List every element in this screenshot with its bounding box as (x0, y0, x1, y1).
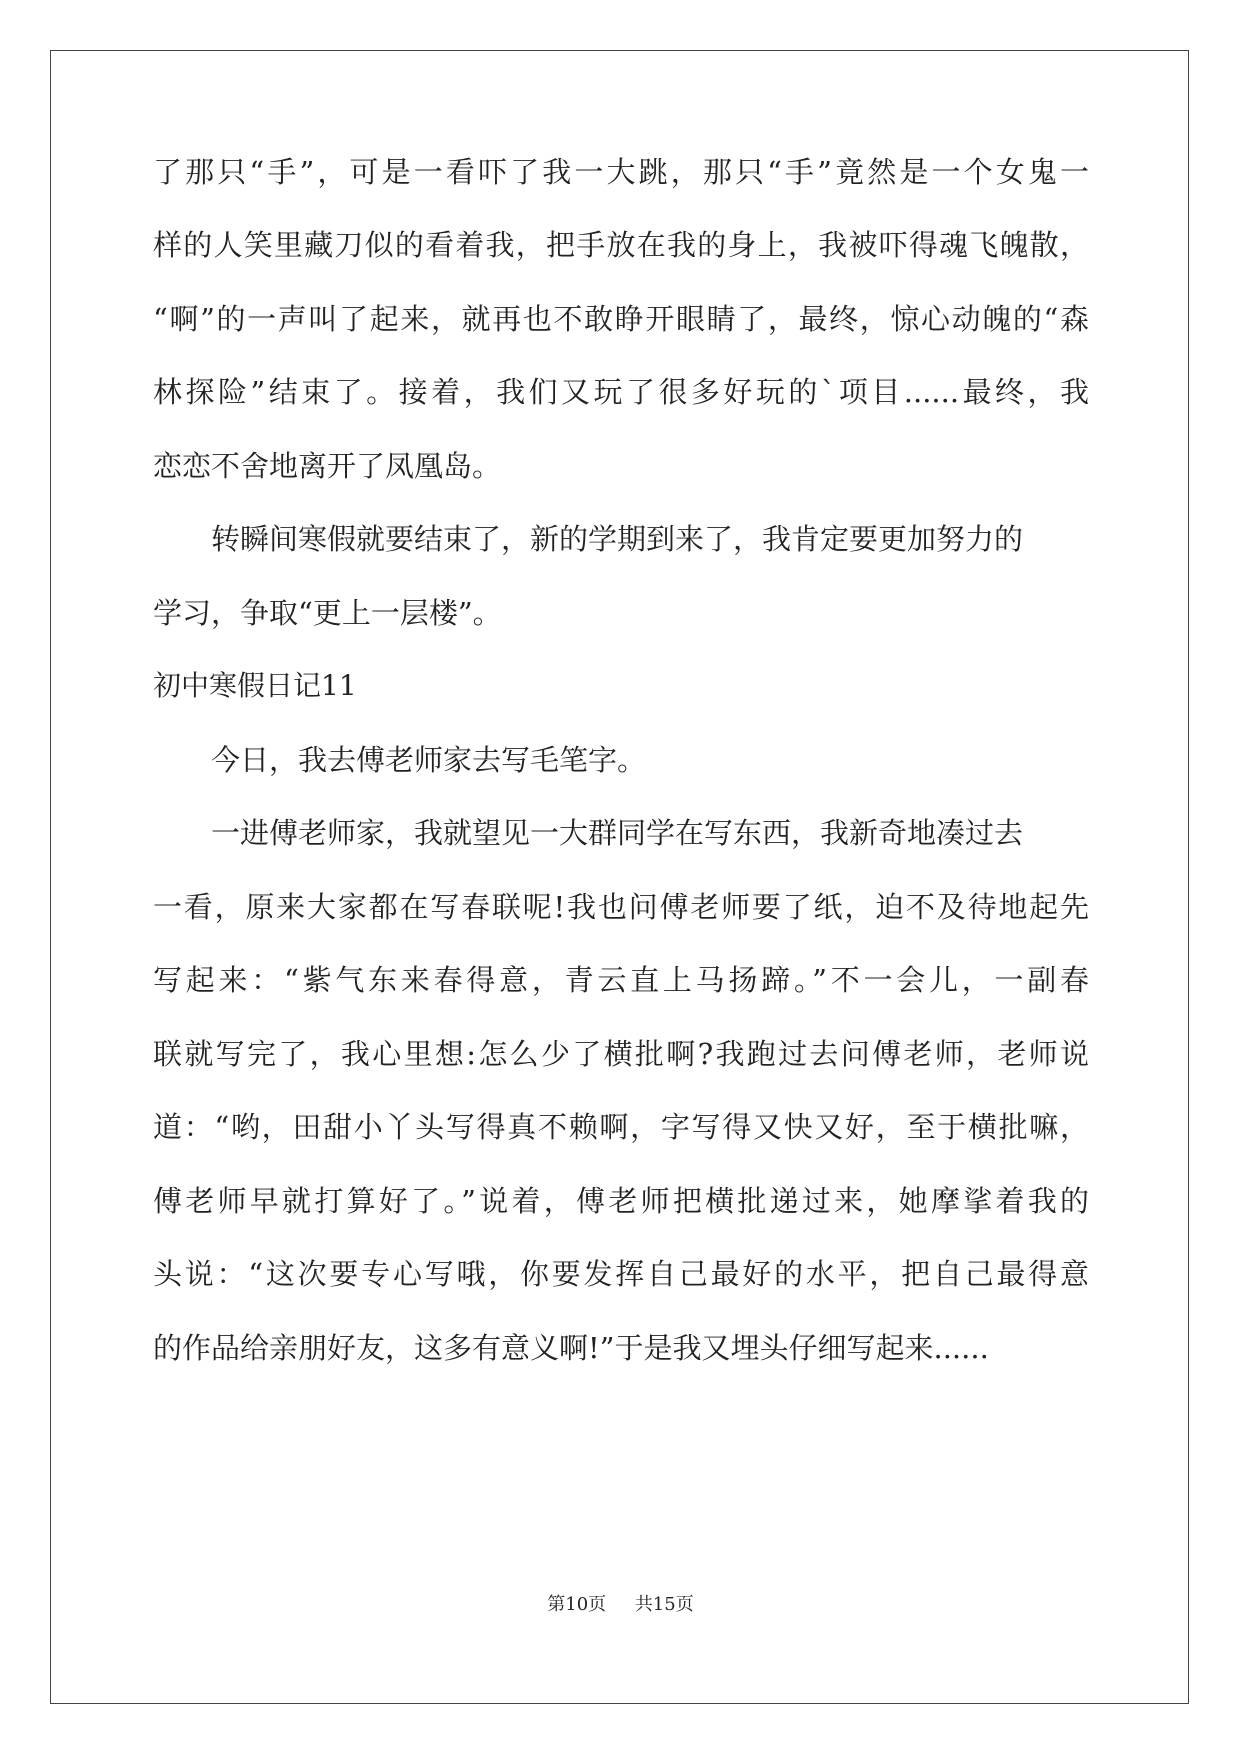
body-line: 今日，我去傅老师家去写毛笔字。 (211, 743, 647, 777)
body-line: 的作品给亲朋好友，这多有意义啊!”于是我又埋头仔细写起来...... (153, 1331, 989, 1365)
body-line: 样的人笑里藏刀似的看着我，把手放在我的身上，我被吓得魂飞魄散， (153, 228, 1089, 262)
body-line: 学习，争取“更上一层楼”。 (153, 596, 502, 630)
body-line: 林探险”结束了。接着，我们又玩了很多好玩的`项目......最终，我 (153, 375, 1089, 409)
body-line: 联就写完了，我心里想:怎么少了横批啊?我跑过去问傅老师，老师说 (153, 1037, 1089, 1071)
body-line: 一看，原来大家都在写春联呢!我也问傅老师要了纸，迫不及待地起先 (153, 890, 1089, 924)
body-line: “啊”的一声叫了起来，就再也不敢睁开眼睛了，最终，惊心动魄的“森 (153, 302, 1089, 336)
body-line: 道：“哟，田甜小丫头写得真不赖啊，字写得又快又好，至于横批嘛， (153, 1110, 1089, 1144)
body-line: 转瞬间寒假就要结束了，新的学期到来了，我肯定要更加努力的 (211, 522, 1024, 556)
page-total: 共15页 (634, 1594, 694, 1615)
body-line: 头说：“这次要专心写哦，你要发挥自己最好的水平，把自己最得意 (153, 1257, 1089, 1291)
section-heading: 初中寒假日记11 (153, 669, 357, 702)
body-line: 写起来：“紫气东来春得意，青云直上马扬蹄。”不一会儿，一副春 (153, 963, 1089, 997)
body-line: 恋恋不舍地离开了凤凰岛。 (153, 449, 502, 483)
page-number: 第10页 (547, 1594, 607, 1615)
body-line: 了那只“手”，可是一看吓了我一大跳，那只“手”竟然是一个女鬼一 (153, 155, 1089, 189)
body-line: 一进傅老师家，我就望见一大群同学在写东西，我新奇地凑过去 (211, 816, 1024, 850)
page-footer (0, 1590, 1241, 1616)
body-line: 傅老师早就打算好了。”说着，傅老师把横批递过来，她摩挲着我的 (153, 1184, 1089, 1218)
